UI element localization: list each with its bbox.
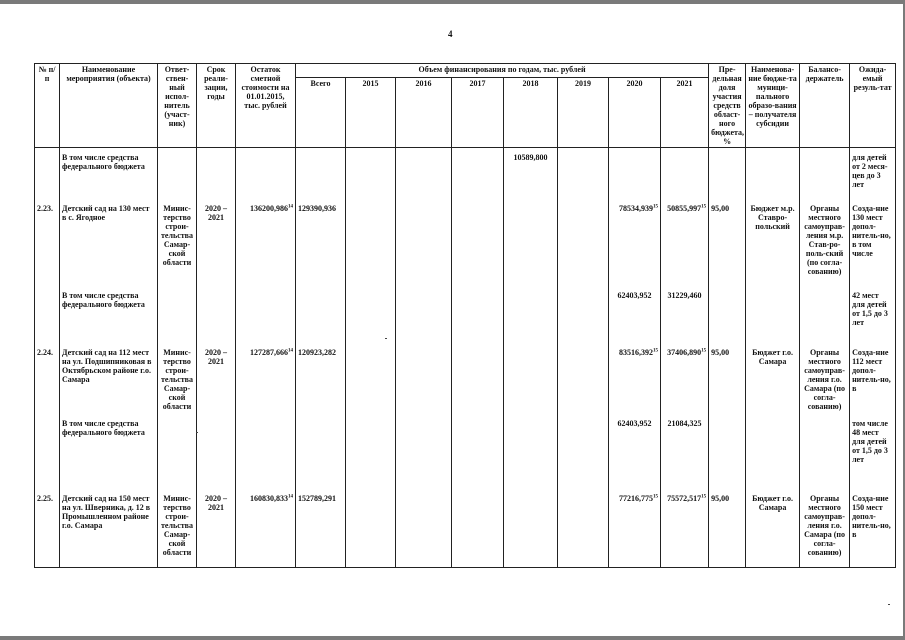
- expected-result: для детей от 2 меся-цев до 3 лет: [850, 148, 896, 198]
- row-balance: 160830,833$^{14}$: [236, 488, 296, 568]
- expected-result: Созда-ние 130 мест допол-нитель-но, в том числе: [850, 198, 896, 290]
- table-row: [35, 418, 896, 488]
- col-holder: Балансо-держатель: [800, 64, 850, 148]
- col-executor: Ответ-ствен-ный испол-нитель (участ-ник): [158, 64, 197, 148]
- row-total: 152789,291: [296, 488, 346, 568]
- col-year-2015: 2015: [346, 78, 396, 148]
- row-name: Детский сад на 112 мест на ул. Подшипниковая в Октябрьском районе г.о. Самара: [60, 342, 158, 418]
- financing-table: [34, 63, 896, 568]
- row-holder: Органы местного самоуправ-ления г.о. Самара (по согла-сованию): [800, 488, 850, 568]
- scan-speck: [385, 338, 387, 339]
- row-executor: Минис-терство строи-тельства Самар-ской области: [158, 342, 197, 418]
- col-year-2018: 2018: [504, 78, 558, 148]
- row-period: 2020 – 2021: [197, 198, 236, 290]
- row-balance: 127287,666$^{14}$: [236, 342, 296, 418]
- row-budget-name: Бюджет г.о. Самара: [746, 342, 800, 418]
- row-name: В том числе средства федерального бюджета: [60, 290, 158, 342]
- row-name: В том числе средства федерального бюджета: [60, 418, 158, 488]
- value-2021: 21084,325: [661, 418, 709, 488]
- col-year-2019: 2019: [558, 78, 609, 148]
- value-2021: 31229,460: [661, 290, 709, 342]
- row-share: 95,00: [709, 198, 746, 290]
- col-total: Всего: [296, 78, 346, 148]
- value-2018: 10589,800: [504, 148, 558, 198]
- value-2020: 62403,952: [609, 290, 661, 342]
- col-year-2021: 2021: [661, 78, 709, 148]
- row-number: 2.23.: [35, 198, 60, 290]
- document-page: [0, 4, 903, 636]
- scan-speck: [888, 604, 890, 605]
- table-row: [35, 148, 896, 198]
- expected-result: том числе 48 мест для детей от 1,5 до 3 лет: [850, 418, 896, 488]
- page-number: 4: [448, 29, 453, 39]
- row-balance: 136200,986$^{14}$: [236, 198, 296, 290]
- col-balance: Остаток сметной стоимости на 01.01.2015, тыс. рублей: [236, 64, 296, 148]
- table-row: [35, 488, 896, 568]
- value-2021: 75572,517$^{15}$: [661, 488, 709, 568]
- col-year-2020: 2020: [609, 78, 661, 148]
- table-row: [35, 342, 896, 418]
- value-2020: 83516,392$^{15}$: [609, 342, 661, 418]
- row-holder: Органы местного самоуправ-ления м.р. Став-ро-поль-ский (по согла-сованию): [800, 198, 850, 290]
- value-2020: 77216,775$^{15}$: [609, 488, 661, 568]
- expected-result: Созда-ние 150 мест допол-нитель-но, в: [850, 488, 896, 568]
- row-share: 95,00: [709, 488, 746, 568]
- col-financing: Объем финансирования по годам, тыс. рублей: [296, 64, 709, 78]
- row-executor: Минис-терство строи-тельства Самар-ской области: [158, 198, 197, 290]
- row-budget-name: Бюджет г.о. Самара: [746, 488, 800, 568]
- table-row: [35, 198, 896, 290]
- row-number: 2.25.: [35, 488, 60, 568]
- value-2021: 37406,890$^{15}$: [661, 342, 709, 418]
- expected-result: Созда-ние 112 мест допол-нитель-но, в: [850, 342, 896, 418]
- scan-speck: [196, 432, 198, 433]
- value-2020: 78534,939$^{15}$: [609, 198, 661, 290]
- row-holder: Органы местного самоуправ-ления г.о. Самара (по согла-сованию): [800, 342, 850, 418]
- row-period: 2020 – 2021: [197, 488, 236, 568]
- col-share: Пре-дельная доля участия средств област-ного бюджета, %: [709, 64, 746, 148]
- col-name: Наименование мероприятия (объекта): [60, 64, 158, 148]
- col-budget-name: Наименова-ние бюдже-та муници-пального образо-вания – получателя субсидии: [746, 64, 800, 148]
- col-expected: Ожида-емый резуль-тат: [850, 64, 896, 148]
- col-year-2016: 2016: [396, 78, 452, 148]
- row-number: 2.24.: [35, 342, 60, 418]
- row-share: 95,00: [709, 342, 746, 418]
- row-period: 2020 – 2021: [197, 342, 236, 418]
- col-num: № п/п: [35, 64, 60, 148]
- row-name: В том числе средства федерального бюджета: [60, 148, 158, 198]
- row-executor: Минис-терство строи-тельства Самар-ской области: [158, 488, 197, 568]
- row-total: 129390,936: [296, 198, 346, 290]
- row-name: Детский сад на 130 мест в с. Ягодное: [60, 198, 158, 290]
- row-total: 120923,282: [296, 342, 346, 418]
- row-budget-name: Бюджет м.р. Ставро-польский: [746, 198, 800, 290]
- table-row: [35, 290, 896, 342]
- value-2021: 50855,997$^{15}$: [661, 198, 709, 290]
- col-year-2017: 2017: [452, 78, 504, 148]
- value-2020: 62403,952: [609, 418, 661, 488]
- row-name: Детский сад на 150 мест на ул. Шверника, д. 12 в Промышленном районе г.о. Самара: [60, 488, 158, 568]
- expected-result: 42 мест для детей от 1,5 до 3 лет: [850, 290, 896, 342]
- col-period: Срок реали-зации, годы: [197, 64, 236, 148]
